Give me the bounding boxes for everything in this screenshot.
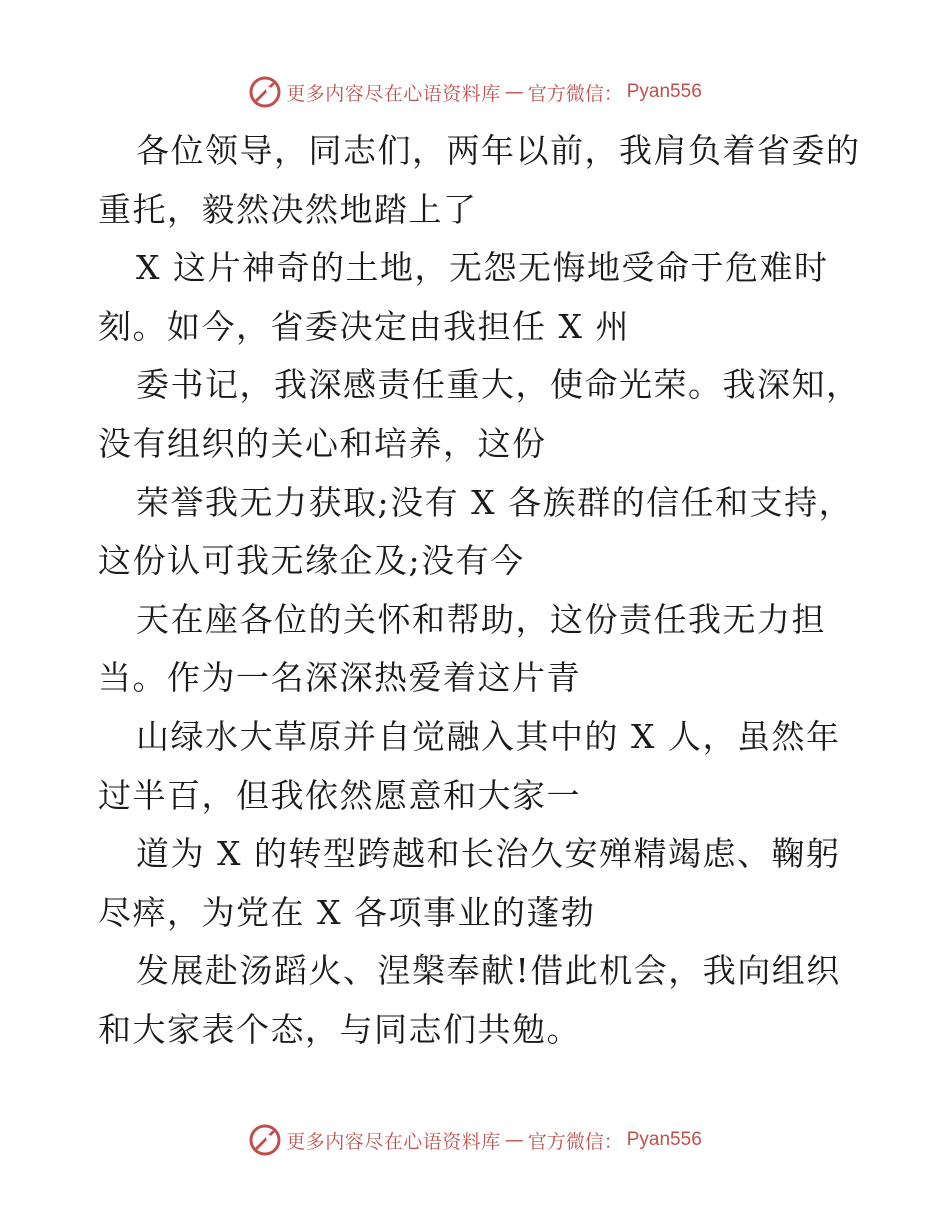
body-line: X 这片神奇的土地，无怨无悔地受命于危难时 xyxy=(136,248,829,288)
body-line: 这份认可我无缘企及;没有今 xyxy=(98,541,525,581)
body-line: 天在座各位的关怀和帮助，这份责任我无力担 xyxy=(136,599,826,639)
body-line: 过半百，但我依然愿意和大家一 xyxy=(98,775,581,815)
watermark-label: 官方微信： xyxy=(527,82,623,105)
watermark-id: Pyan556 xyxy=(626,1129,702,1150)
watermark-separator: — xyxy=(504,81,524,103)
document-body xyxy=(98,122,868,1060)
body-line: 各位领导，同志们，两年以前，我肩负着省委的 xyxy=(136,131,861,170)
body-line: 荣誉我无力获取;没有 X 各族群的信任和支持， xyxy=(136,482,854,522)
footer-watermark xyxy=(0,1120,950,1160)
body-line: 委书记，我深感责任重大，使命光荣。我深知， xyxy=(136,365,861,405)
quill-logo-icon xyxy=(248,1123,282,1157)
body-line: 重托，毅然决然地踏上了 xyxy=(98,189,478,229)
header-watermark xyxy=(0,72,950,112)
quill-logo-icon xyxy=(248,75,282,109)
body-line: 当。作为一名深深热爱着这片青 xyxy=(98,658,581,698)
body-line: 刻。如今，省委决定由我担任 X 州 xyxy=(98,306,630,346)
body-line: 发展赴汤蹈火、涅槃奉献!借此机会，我向组织 xyxy=(136,951,841,991)
body-line: 尽瘁，为党在 X 各项事业的蓬勃 xyxy=(98,892,596,932)
watermark-text: 更多内容尽在心语资料库 xyxy=(286,82,501,105)
body-line: 和大家表个态，与同志们共勉。 xyxy=(98,1009,581,1049)
watermark-label: 官方微信： xyxy=(527,1130,623,1153)
body-line: 没有组织的关心和培养，这份 xyxy=(98,423,547,463)
watermark-id: Pyan556 xyxy=(626,81,702,102)
body-line: 山绿水大草原并自觉融入其中的 X 人，虽然年 xyxy=(136,716,841,756)
watermark-separator: — xyxy=(504,1129,524,1151)
watermark-text: 更多内容尽在心语资料库 xyxy=(286,1130,501,1153)
body-line: 道为 X 的转型跨越和长治久安殚精竭虑、鞠躬 xyxy=(136,834,841,874)
